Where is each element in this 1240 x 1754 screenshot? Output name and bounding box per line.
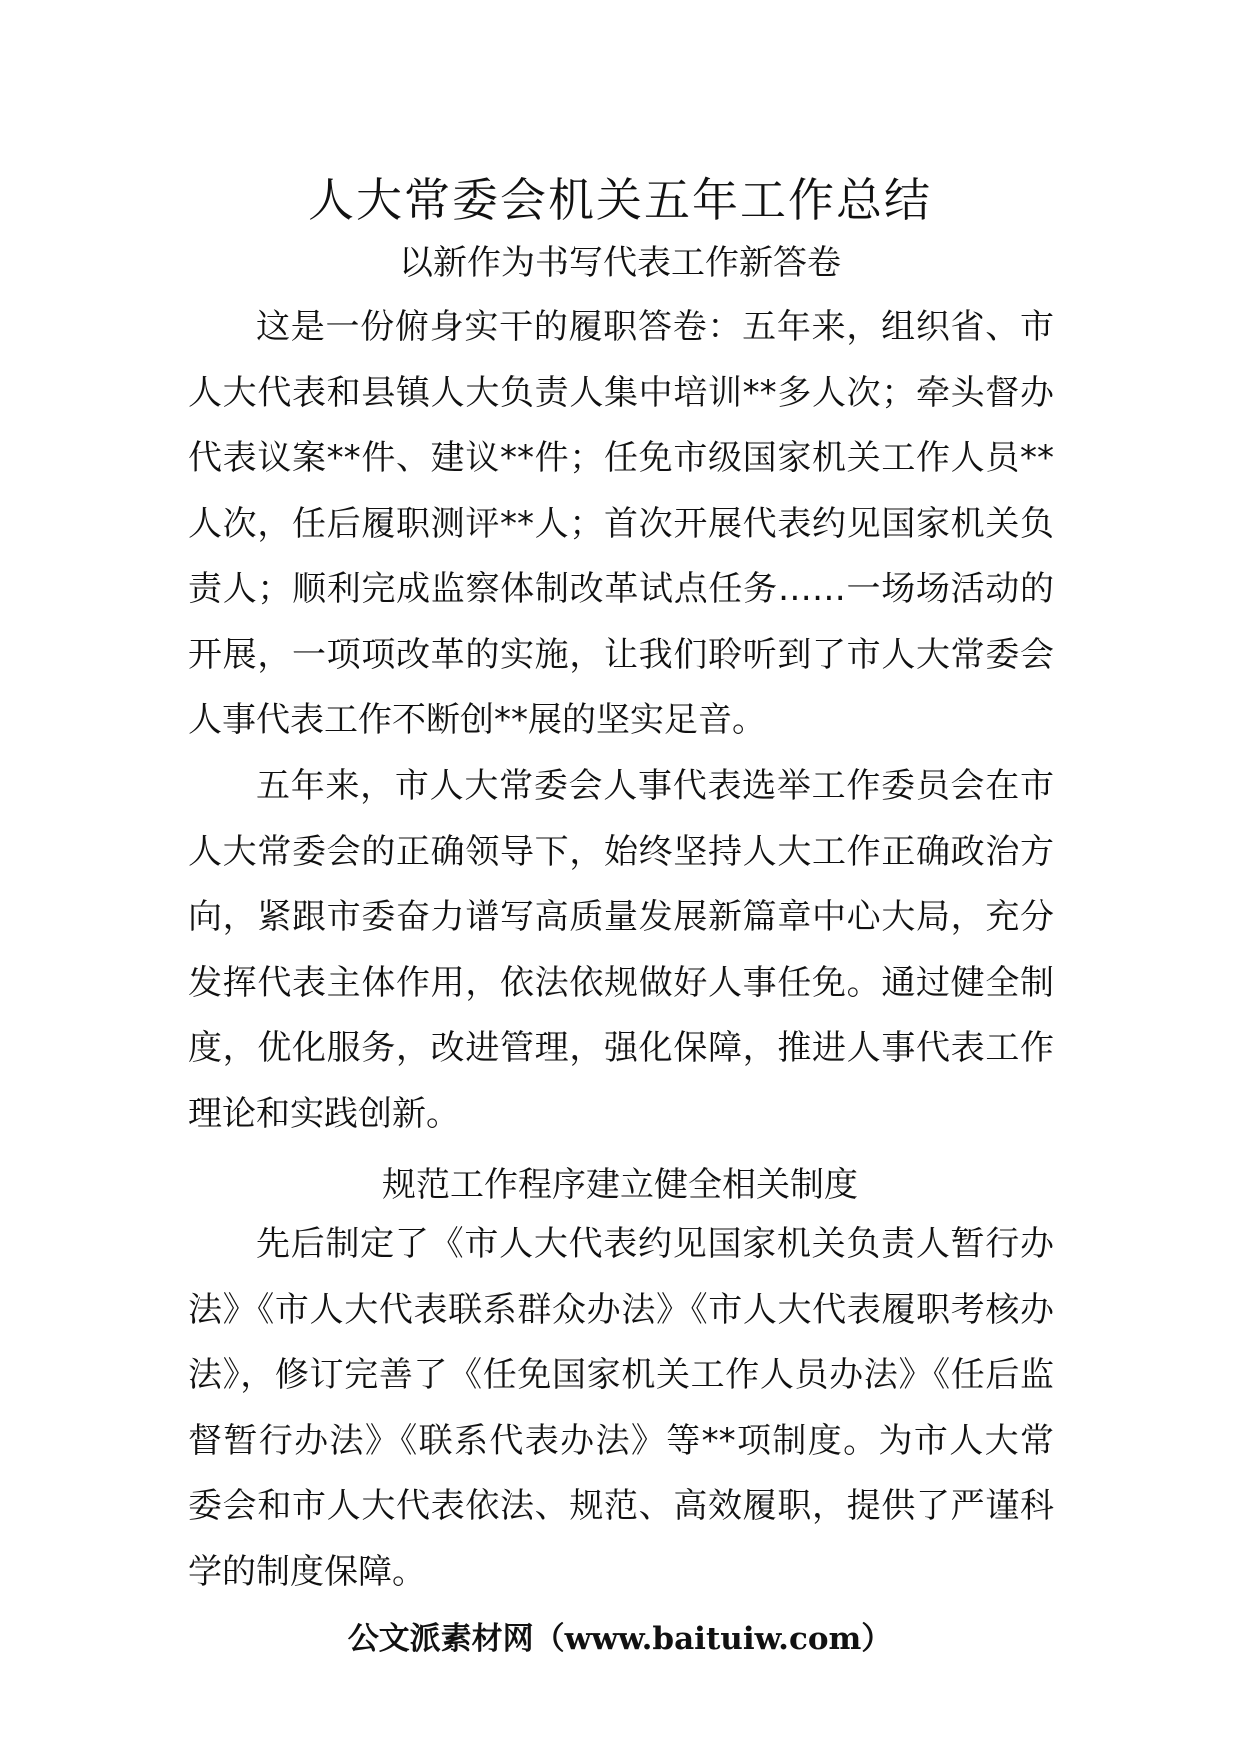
document-subtitle: 以新作为书写代表工作新答卷 <box>399 243 841 283</box>
body-paragraph: 这是一份俯身实干的履职答卷：五年来，组织省、市人大代表和县镇人大负责人集中培训**多人次；牵头督办代表议案**件、建议**件；任免市级国家机关工作人员**人次，任后履职测评**人；首次开展代表约见国家机关负责人；顺利完成监察体制改革试点任务……一场场活动的开展，一项项改革的实施，让我们聆听到了市人大常委会人事代表工作不断创**展的坚实足音。 <box>188 307 1054 740</box>
document-title: 人大常委会机关五年工作总结 <box>308 173 932 227</box>
body-paragraph: 五年来，市人大常委会人事代表选举工作委员会在市人大常委会的正确领导下，始终坚持人大工作正确政治方向，紧跟市委奋力谱写高质量发展新篇章中心大局，充分发挥代表主体作用，依法依规做好人事任免。通过健全制度，优化服务，改进管理，强化保障，推进人事代表工作理论和实践创新。 <box>188 766 1054 1134</box>
section-paragraph: 先后制定了《市人大代表约见国家机关负责人暂行办法》《市人大代表联系群众办法》《市人大代表履职考核办法》，修订完善了《任免国家机关工作人员办法》《任后监督暂行办法》《联系代表办法》等**项制度。为市人大常委会和市人大代表依法、规范、高效履职，提供了严谨科学的制度保障。 <box>188 1224 1054 1592</box>
section-heading: 规范工作程序建立健全相关制度 <box>382 1165 858 1205</box>
footer-watermark: 公文派素材网（www.baituiw.com） <box>347 1621 893 1657</box>
